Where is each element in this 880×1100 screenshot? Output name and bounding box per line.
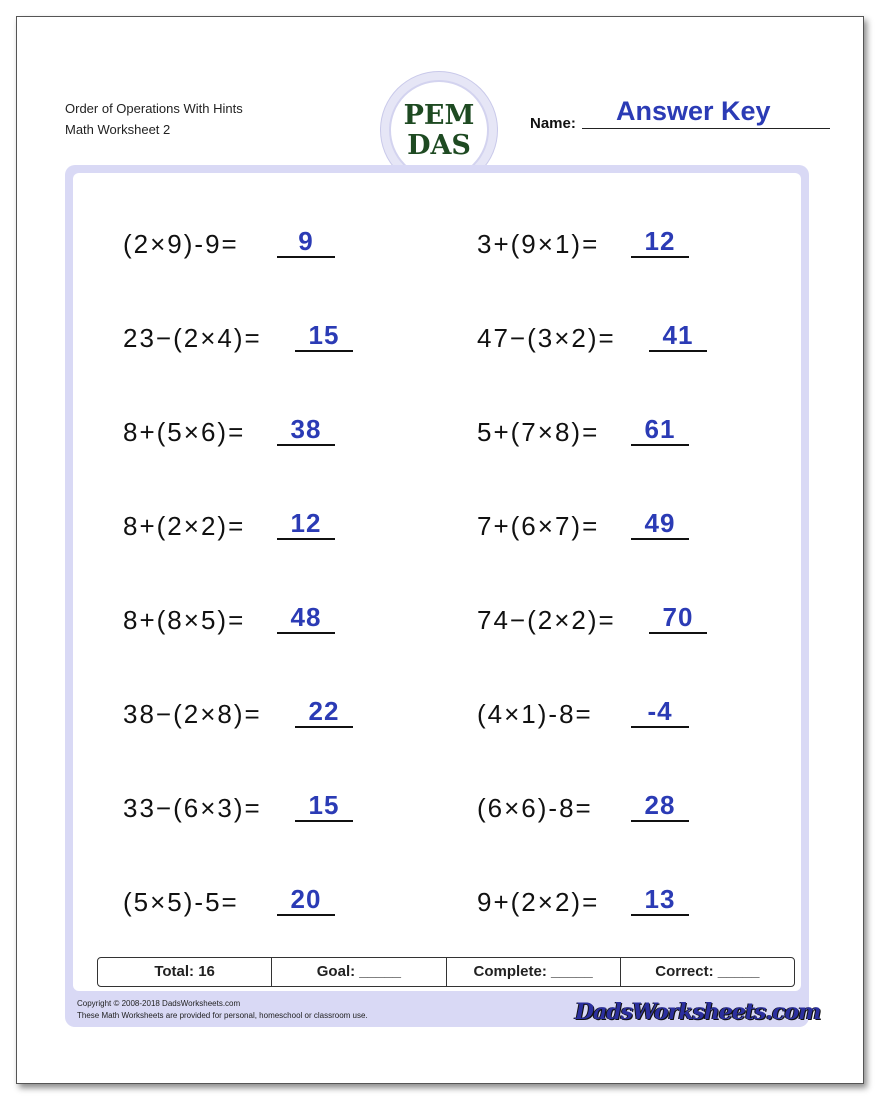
- problem-frame: [65, 165, 821, 1027]
- usage-notice: These Math Worksheets are provided for personal, homeschool or classroom use.: [77, 1011, 368, 1020]
- problem-answer: 9: [277, 226, 335, 258]
- problem-answer: 22: [295, 696, 353, 728]
- problem-answer: 49: [631, 508, 689, 540]
- problem-answer: 20: [277, 884, 335, 916]
- answer-key-text: Answer Key: [616, 96, 771, 126]
- name-label: Name:: [530, 115, 576, 132]
- problem-answer: 28: [631, 790, 689, 822]
- problem-answer: 12: [631, 226, 689, 258]
- problem-expression: 3+(9×1)=: [477, 229, 600, 259]
- problem-expression: 47−(3×2)=: [477, 323, 616, 353]
- worksheet-title: Order of Operations With Hints: [65, 101, 243, 116]
- problem-answer: 15: [295, 790, 353, 822]
- problem-expression: (2×9)-9=: [123, 229, 239, 259]
- problem-expression: (5×5)-5=: [123, 887, 239, 917]
- problem-expression: 8+(8×5)=: [123, 605, 246, 635]
- problem-expression: 23−(2×4)=: [123, 323, 262, 353]
- problem-answer: 61: [631, 414, 689, 446]
- pemdas-logo-line1: PEM: [403, 100, 475, 131]
- copyright-text: Copyright © 2008-2018 DadsWorksheets.com: [77, 999, 241, 1008]
- problem-expression: 33−(6×3)=: [123, 793, 262, 823]
- problem-answer: 15: [295, 320, 353, 352]
- score-correct: Correct: _____: [655, 963, 760, 980]
- problem-answer: 38: [277, 414, 335, 446]
- score-goal: Goal: _____: [272, 958, 446, 986]
- problem-area: [73, 173, 801, 991]
- problem-answer: 12: [277, 508, 335, 540]
- problem-expression: 7+(6×7)=: [477, 511, 600, 541]
- problem-expression: 8+(5×6)=: [123, 417, 246, 447]
- pemdas-logo-line2: DAS: [407, 130, 471, 161]
- problem-expression: 5+(7×8)=: [477, 417, 600, 447]
- problem-expression: 9+(2×2)=: [477, 887, 600, 917]
- name-field: [530, 96, 830, 132]
- problem-answer: 13: [631, 884, 689, 916]
- problem-expression: 38−(2×8)=: [123, 699, 262, 729]
- name-underline: [582, 128, 830, 129]
- score-total: Total: 16: [98, 958, 272, 986]
- footer-text: [77, 998, 368, 1022]
- problem-answer: 41: [649, 320, 707, 352]
- problem-answer: 70: [649, 602, 707, 634]
- problem-expression: (4×1)-8=: [477, 699, 593, 729]
- dadsworksheets-logo: DadsWorksheets.com: [575, 999, 821, 1025]
- problem-expression: 74−(2×2)=: [477, 605, 616, 635]
- score-bar: [97, 957, 795, 987]
- worksheet-title-block: [65, 98, 243, 140]
- problem-expression: 8+(2×2)=: [123, 511, 246, 541]
- score-complete: Complete: _____: [447, 958, 621, 986]
- problem-answer: 48: [277, 602, 335, 634]
- worksheet-subtitle: Math Worksheet 2: [65, 122, 171, 137]
- problem-expression: (6×6)-8=: [477, 793, 593, 823]
- problem-answer: -4: [631, 696, 689, 728]
- worksheet-page: [16, 16, 864, 1084]
